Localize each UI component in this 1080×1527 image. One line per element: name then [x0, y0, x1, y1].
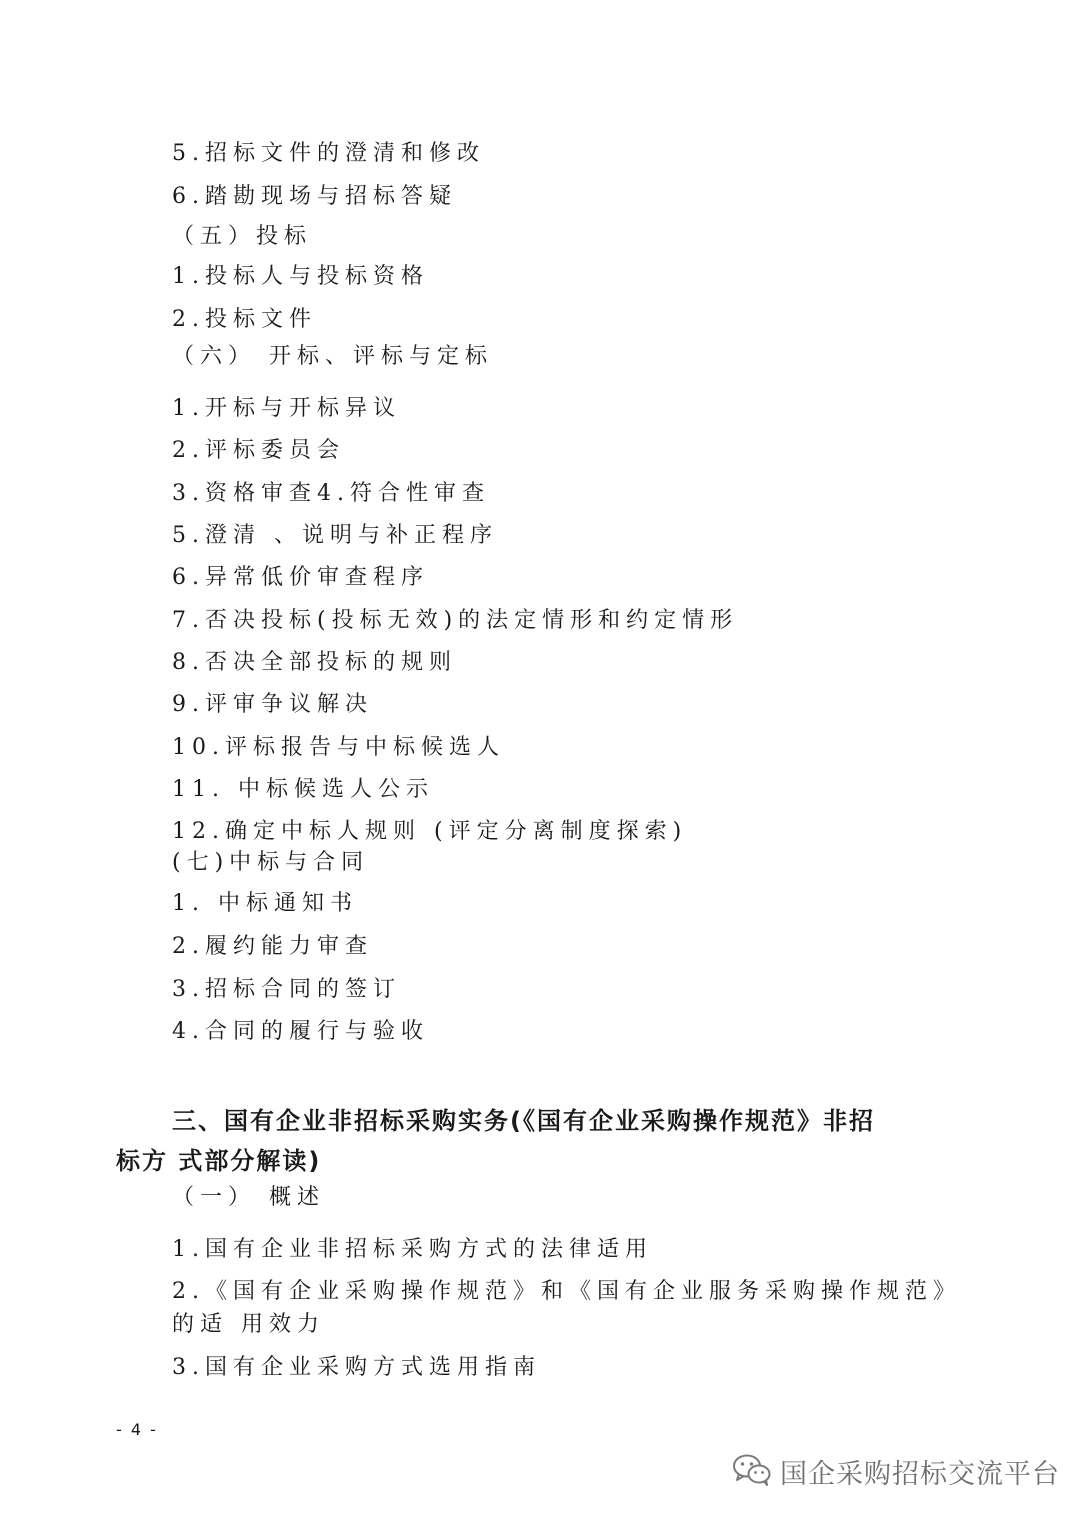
section-heading: （五）投标: [172, 224, 313, 249]
section3-heading: 三、国有企业非招标采购实务(《国有企业采购操作规范》非招: [172, 1107, 875, 1135]
list-item: 3.国有企业采购方式选用指南: [172, 1355, 541, 1380]
list-item: 6.异常低价审查程序: [172, 565, 429, 590]
list-item: 5.招标文件的澄清和修改: [172, 141, 485, 166]
list-item-continued: 的适 用效力: [172, 1312, 325, 1337]
list-item: 8.否决全部投标的规则: [172, 650, 457, 675]
list-item: 1.开标与开标异议: [172, 396, 401, 421]
watermark: [732, 1452, 1060, 1491]
list-item: 4.合同的履行与验收: [172, 1019, 429, 1044]
list-item: 2.投标文件: [172, 307, 317, 332]
list-item: 2.履约能力审查: [172, 934, 373, 959]
list-item: 2.《国有企业采购操作规范》和《国有企业服务采购操作规范》: [172, 1279, 961, 1304]
section-heading: （一） 概述: [172, 1185, 325, 1210]
section-heading: （六） 开标、评标与定标: [172, 344, 493, 369]
list-item: 1.国有企业非招标采购方式的法律适用: [172, 1237, 653, 1262]
list-item: 9.评审争议解决: [172, 692, 373, 717]
list-item: 7.否决投标(投标无效)的法定情形和约定情形: [172, 608, 739, 633]
section-heading: (七)中标与合同: [172, 850, 370, 875]
list-item: 2.评标委员会: [172, 438, 345, 463]
section3-heading-continued: 标方 式部分解读): [116, 1147, 322, 1175]
list-item: 11. 中标候选人公示: [172, 777, 434, 802]
list-item: 1. 中标通知书: [172, 891, 358, 916]
list-item: 12.确定中标人规则 (评定分离制度探索): [172, 819, 688, 844]
watermark-text: 国企采购招标交流平台: [780, 1459, 1060, 1490]
list-item: 3.招标合同的签订: [172, 977, 401, 1002]
list-item: 3.资格审查4.符合性审查: [172, 481, 490, 506]
list-item: 1.投标人与投标资格: [172, 264, 429, 289]
list-item: 10.评标报告与中标候选人: [172, 735, 505, 760]
list-item: 5.澄清 、说明与补正程序: [172, 523, 498, 548]
list-item: 6.踏勘现场与招标答疑: [172, 184, 457, 209]
wechat-icon: [732, 1453, 772, 1491]
page-number: - 4 -: [116, 1420, 158, 1439]
